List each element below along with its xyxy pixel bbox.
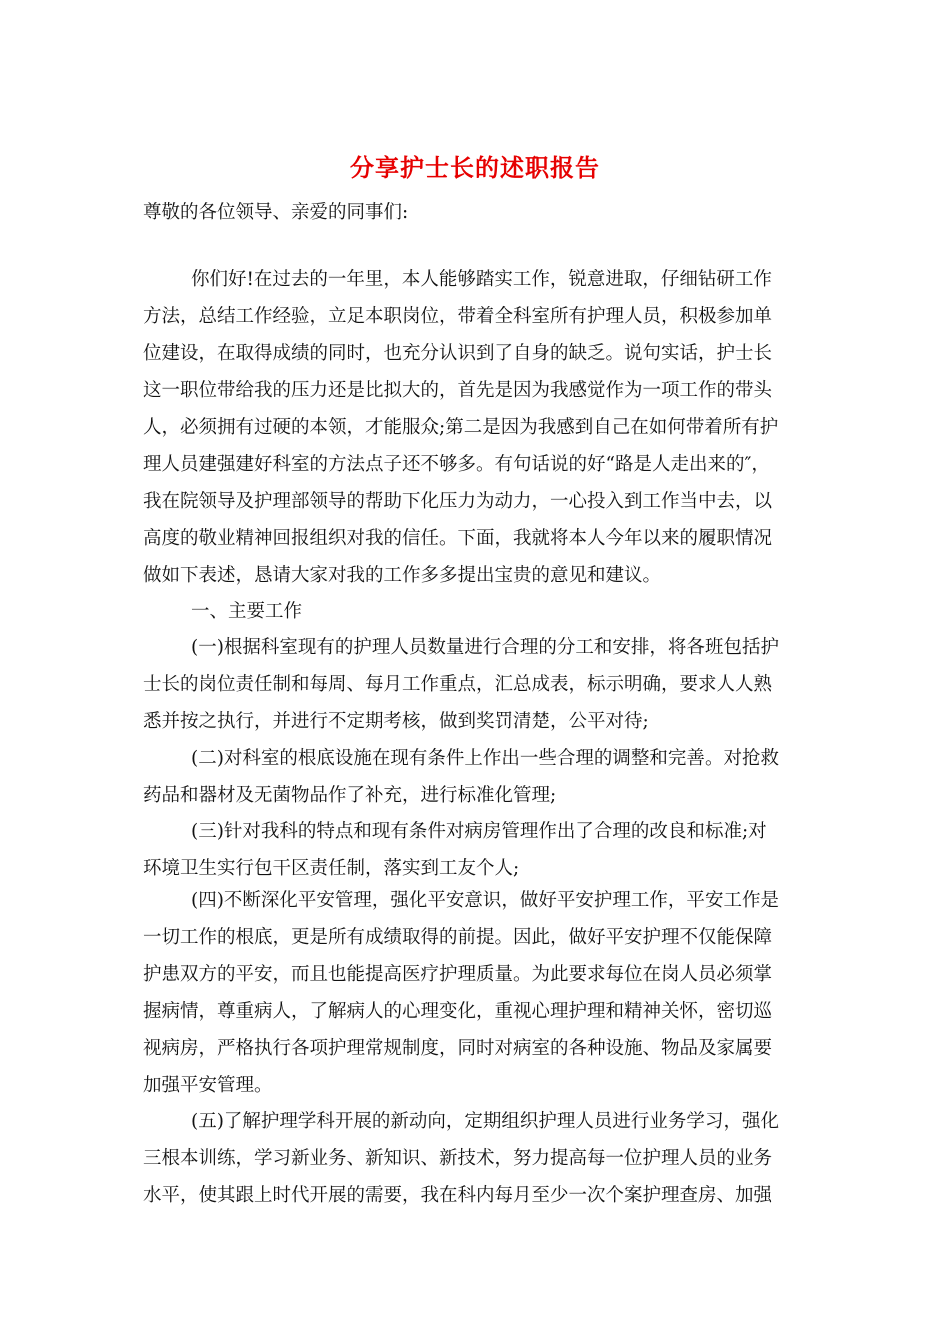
body-line: 方法，总结工作经验，立足本职岗位，带着全科室所有护理人员，积极参加单 [143, 306, 773, 327]
body-line: (五)了解护理学科开展的新动向，定期组织护理人员进行业务学习，强化 [191, 1111, 779, 1132]
body-line: (二)对科室的根底设施在现有条件上作出一些合理的调整和完善。对抢救 [191, 748, 779, 769]
body-line: 做如下表述，恳请大家对我的工作多多提出宝贵的意见和建议。 [143, 565, 662, 586]
body-line: 高度的敬业精神回报组织对我的信任。下面，我就将本人今年以来的履职情况 [143, 528, 773, 549]
body-line: 悉并按之执行，并进行不定期考核，做到奖罚清楚，公平对待; [143, 711, 649, 732]
body-line: 理人员建强建好科室的方法点子还不够多。有句话说的好“路是人走出来的″， [143, 454, 770, 475]
body-line: 我在院领导及护理部领导的帮助下化压力为动力，一心投入到工作当中去，以 [143, 491, 773, 512]
body-line: 药品和器材及无菌物品作了补充，进行标准化管理; [143, 785, 557, 806]
salutation: 尊敬的各位领导、亲爱的同事们: [143, 202, 409, 223]
body-line: 位建设，在取得成绩的同时，也充分认识到了自身的缺乏。说句实话，护士长 [143, 343, 773, 364]
body-line: 这一职位带给我的压力还是比拟大的，首先是因为我感觉作为一项工作的带头 [143, 380, 773, 401]
section-heading: 一、主要工作 [191, 601, 303, 622]
body-line: 人，必须拥有过硬的本领，才能服众;第二是因为我感到自己在如何带着所有护 [143, 417, 779, 438]
body-line: 水平，使其跟上时代开展的需要，我在科内每月至少一次个案护理查房、加强 [143, 1185, 773, 1206]
body-line: (四)不断深化平安管理，强化平安意识，做好平安护理工作，平安工作是 [191, 890, 779, 911]
body-line: (三)针对我科的特点和现有条件对病房管理作出了合理的改良和标准;对 [191, 821, 767, 842]
body-line: 士长的岗位责任制和每周、每月工作重点，汇总成表，标示明确，要求人人熟 [143, 674, 773, 695]
body-line: 环境卫生实行包干区责任制，落实到工友个人; [143, 858, 520, 879]
body-line: 三根本训练，学习新业务、新知识、新技术，努力提高每一位护理人员的业务 [143, 1148, 773, 1169]
body-line: 视病房，严格执行各项护理常规制度，同时对病室的各种设施、物品及家属要 [143, 1038, 773, 1059]
body-line: 一切工作的根底，更是所有成绩取得的前提。因此，做好平安护理不仅能保障 [143, 927, 773, 948]
body-line: 加强平安管理。 [143, 1075, 273, 1096]
body-line: 握病情，尊重病人，了解病人的心理变化，重视心理护理和精神关怀，密切巡 [143, 1001, 773, 1022]
document-title: 分享护士长的述职报告 [350, 153, 600, 182]
body-line: 护患双方的平安，而且也能提高医疗护理质量。为此要求每位在岗人员必须掌 [143, 964, 773, 985]
body-line: 你们好!在过去的一年里，本人能够踏实工作，锐意进取，仔细钻研工作 [191, 269, 772, 290]
body-line: (一)根据科室现有的护理人员数量进行合理的分工和安排，将各班包括护 [191, 637, 779, 658]
